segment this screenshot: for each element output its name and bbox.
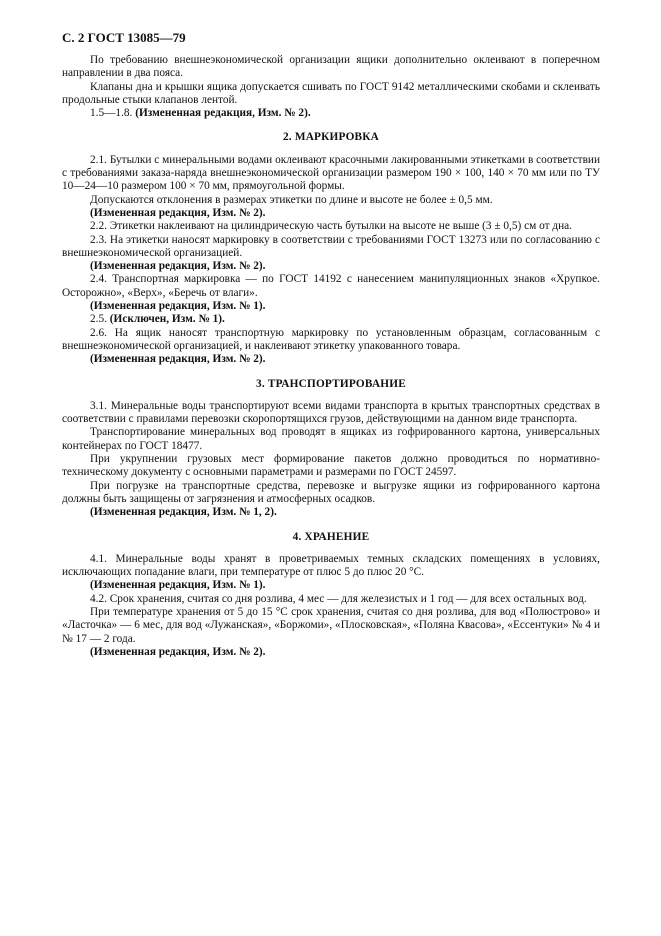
revision-note: (Измененная редакция, Изм. № 2). (90, 353, 266, 366)
paragraph: Транспортирование минеральных вод проводят в ящиках из гофрированного картона, универсальных контейнерах по ГОСТ 18477. (62, 426, 600, 452)
paragraph: При укрупнении грузовых мест формирование пакетов должно проводиться по нормативно-техническому документу с основными параметрами и размерами по ГОСТ 24597. (62, 453, 600, 479)
revision-text: (Измененная редакция, Изм. № 2). (135, 107, 311, 120)
clause-number: 1.5—1.8. (90, 107, 136, 120)
revision-note: (Измененная редакция, Изм. № 1). (90, 579, 266, 592)
clause-number: 2.5. (90, 313, 110, 326)
paragraph: При погрузке на транспортные средства, перевозке и выгрузке ящики из гофрированного картона должны быть защищены от загрязнения и атмосферных осадков. (62, 479, 600, 505)
revision-note (62, 313, 600, 326)
paragraph: 2.6. На ящик наносят транспортную маркировку по установленным образцам, согласованным с внешнеэкономической организацией, и наклеивают этикетку упакованного товара. (62, 326, 600, 352)
paragraph: Допускаются отклонения в размерах этикетки по длине и высоте не более ± 0,5 мм. (90, 193, 493, 206)
paragraph: 2.1. Бутылки с минеральными водами оклеивают красочными лакированными этикетками в соответствии с требованиями заказа-наряда внешнеэкономической организации размером 190 × 100, 140 × 70 мм или по ТУ 10—24—10 размером 100 × 70 мм, прямоугольной формы. (62, 153, 600, 193)
section-title-transport: 3. ТРАНСПОРТИРОВАНИЕ (255, 377, 407, 390)
revision-note: (Измененная редакция, Изм. № 2). (90, 206, 266, 219)
paragraph: 3.1. Минеральные воды транспортируют всеми видами транспорта в крытых транспортных средствах в соответствии с правилами перевозки скоропортящихся грузов, действующими на данном виде транспорта. (62, 399, 600, 426)
section-title-marking: 2. МАРКИРОВКА (282, 131, 380, 144)
paragraph: Клапаны дна и крышки ящика допускается сшивать по ГОСТ 9142 металлическими скобами и склеивать продольные стыки клапанов лентой. (62, 80, 600, 106)
paragraph: При температуре хранения от 5 до 15 °С срок хранения, считая со дня розлива, для вод «Полюстрово» и «Ласточка» — 6 мес, для вод «Лужанская», «Боржоми», «Плосковская», «Поляна Квасова», «Ессентуки» № 4 и № 17 — 2 года. (62, 605, 600, 645)
paragraph: 2.2. Этикетки наклеивают на цилиндрическую часть бутылки на высоте не выше (3 ± 0,5) см от дна. (90, 220, 572, 233)
revision-note: (Измененная редакция, Изм. № 2). (90, 260, 266, 273)
paragraph: 2.3. На этикетки наносят маркировку в соответствии с требованиями ГОСТ 13273 или по согласованию с внешнеэкономической организацией. (62, 233, 600, 259)
paragraph: 4.2. Срок хранения, считая со дня розлива, 4 мес — для железистых и 1 год — для всех остальных вод. (90, 592, 587, 605)
paragraph: По требованию внешнеэкономической организации ящики дополнительно оклеивают в поперечном направлении в два пояса. (62, 54, 600, 80)
revision-note: (Измененная редакция, Изм. № 1, 2). (90, 506, 277, 519)
revision-note (62, 107, 600, 120)
page-header: С. 2 ГОСТ 13085—79 (62, 30, 186, 45)
document-body (62, 54, 600, 659)
paragraph: 2.4. Транспортная маркировка — по ГОСТ 14192 с нанесением манипуляционных знаков «Хрупкое. Осторожно», «Верх», «Беречь от влаги». (62, 273, 600, 299)
revision-note: (Измененная редакция, Изм. № 2). (90, 645, 266, 658)
section-title-storage: 4. ХРАНЕНИЕ (292, 530, 370, 543)
revision-note: (Измененная редакция, Изм. № 1). (90, 300, 266, 313)
revision-text: (Исключен, Изм. № 1). (109, 313, 225, 326)
paragraph: 4.1. Минеральные воды хранят в проветриваемых темных складских помещениях в условиях, исключающих попадание влаги, при температуре от плюс 5 до плюс 20 °С. (62, 552, 600, 579)
